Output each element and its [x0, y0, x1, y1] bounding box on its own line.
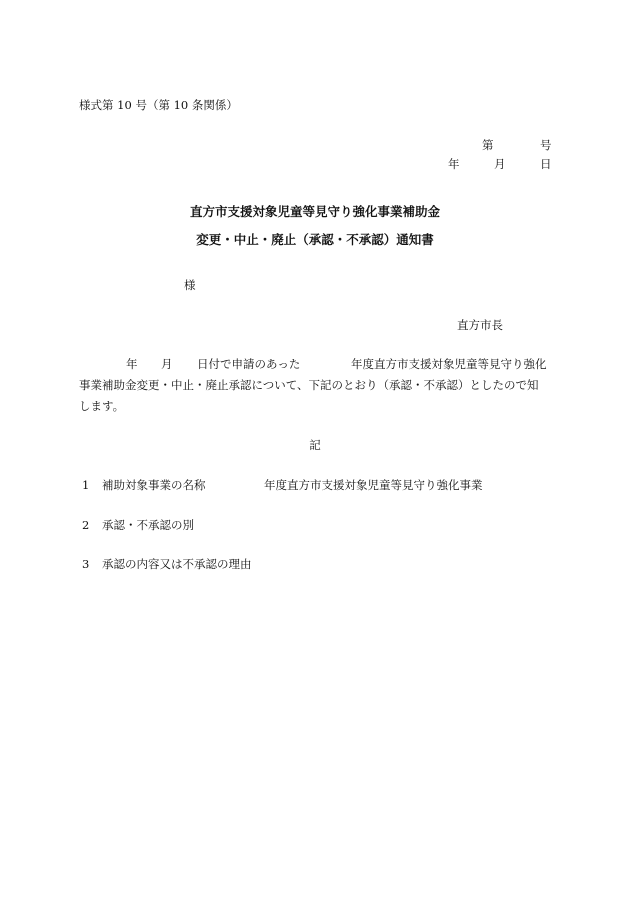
item-1-label: 補助対象事業の名称 [102, 478, 206, 492]
item-2-label: 承認・不承認の別 [102, 518, 194, 532]
item-2-number: 2 [82, 518, 90, 532]
date-year: 年 [448, 157, 460, 171]
addressee-honorific: 様 [184, 278, 196, 292]
item-1-value: 年度直方市支援対象児童等見守り強化事業 [264, 478, 483, 492]
doc-no-suffix: 号 [540, 138, 552, 152]
sender-name: 直方市長 [457, 318, 503, 332]
item-3-number: 3 [82, 557, 90, 571]
body-line-1-end: 年度直方市支援対象児童等見守り強化 [351, 357, 547, 371]
body-date-applied: 日付で申請のあった [197, 357, 301, 371]
doc-no-prefix: 第 [482, 138, 494, 152]
form-number: 様式第 10 号（第 10 条関係） [79, 98, 238, 112]
item-1-number: 1 [82, 478, 90, 492]
body-month: 月 [161, 357, 173, 371]
ki-heading: 記 [309, 438, 321, 452]
body-line-3: します。 [79, 399, 125, 413]
item-3-label: 承認の内容又は不承認の理由 [102, 557, 252, 571]
date-month: 月 [494, 157, 506, 171]
title-line-2: 変更・中止・廃止（承認・不承認）通知書 [196, 232, 434, 247]
body-year: 年 [126, 357, 138, 371]
body-line-2: 事業補助金変更・中止・廃止承認について、下記のとおり（承認・不承認）としたので知 [79, 378, 539, 392]
date-day: 日 [540, 157, 552, 171]
title-line-1: 直方市支援対象児童等見守り強化事業補助金 [189, 204, 440, 219]
